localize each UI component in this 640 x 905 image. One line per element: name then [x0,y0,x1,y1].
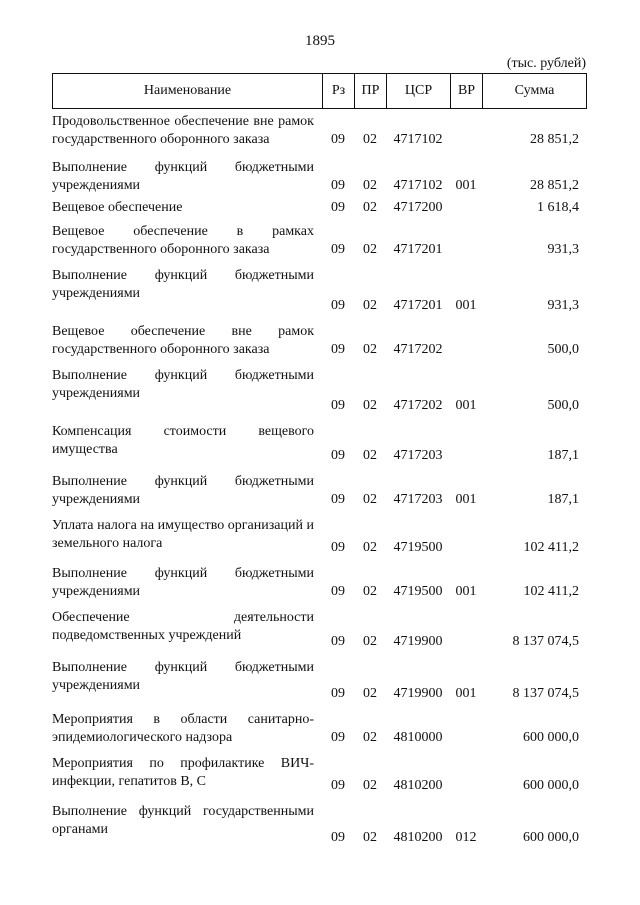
row-sum: 28 851,2 [530,178,579,193]
table-row [52,159,587,195]
header-csr: ЦСР [387,74,451,108]
row-pr: 02 [363,200,377,215]
row-csr: 4719500 [393,540,443,555]
row-rz: 09 [331,686,345,701]
table-row [52,113,587,149]
row-name: Выполнение функций бюджетными учреждениями [52,660,314,693]
row-vr: 001 [455,298,477,313]
row-csr: 4719900 [393,634,443,649]
table-body [52,113,587,855]
row-pr: 02 [363,398,377,413]
row-rz: 09 [331,178,345,193]
row-sum: 187,1 [547,492,579,507]
row-sum: 600 000,0 [523,730,579,745]
row-rz: 09 [331,730,345,745]
header-sum: Сумма [514,83,555,98]
row-vr [450,341,482,359]
row-pr: 02 [363,342,377,357]
row-sum: 600 000,0 [523,778,579,793]
row-pr: 02 [363,492,377,507]
row-sum: 931,3 [547,298,579,313]
row-name: Выполнение функций бюджетными учреждениями [52,368,314,401]
table-row [52,659,587,703]
row-pr: 02 [363,830,377,845]
row-sum: 600 000,0 [523,830,579,845]
table-row [52,199,587,217]
header-name: Наименование [53,74,323,108]
row-rz: 09 [331,398,345,413]
row-vr: 001 [455,686,477,701]
row-pr: 02 [363,448,377,463]
row-csr: 4717201 [393,242,443,257]
row-vr: 012 [455,830,477,845]
row-vr [450,199,482,217]
row-csr: 4719900 [393,686,443,701]
row-csr: 4717202 [393,398,443,413]
row-pr: 02 [363,634,377,649]
table-row [52,711,587,747]
row-sum: 500,0 [547,398,579,413]
row-sum: 1 618,4 [537,200,579,215]
row-vr [450,777,482,795]
units-note: (тыс. рублей) [506,56,586,71]
row-pr: 02 [363,584,377,599]
row-vr [450,241,482,259]
row-pr: 02 [363,540,377,555]
table-row [52,517,587,557]
row-vr: 001 [455,178,477,193]
row-vr [450,633,482,651]
row-rz: 09 [331,448,345,463]
row-name: Выполнение функций бюджетными учреждениями [52,566,314,599]
row-rz: 09 [331,200,345,215]
row-sum: 8 137 074,5 [512,686,579,701]
row-name: Выполнение функций бюджетными учреждениями [52,160,314,193]
row-pr: 02 [363,686,377,701]
table-row [52,609,587,651]
row-csr: 4717102 [393,132,443,147]
row-name: Вещевое обеспечение вне рамок государственного оборонного заказа [52,324,314,357]
row-csr: 4810200 [393,778,443,793]
row-pr: 02 [363,730,377,745]
row-sum: 500,0 [547,342,579,357]
row-sum: 8 137 074,5 [512,634,579,649]
row-pr: 02 [363,178,377,193]
row-sum: 28 851,2 [530,132,579,147]
row-name: Вещевое обеспечение [52,200,183,215]
row-csr: 4810000 [393,730,443,745]
row-name: Выполнение функций бюджетными учреждениями [52,268,314,301]
row-rz: 09 [331,584,345,599]
row-pr: 02 [363,778,377,793]
row-vr: 001 [455,584,477,599]
row-pr: 02 [363,132,377,147]
row-sum: 187,1 [547,448,579,463]
row-csr: 4717202 [393,342,443,357]
row-rz: 09 [331,492,345,507]
row-name: Мероприятия в области санитарно-эпидемиологического надзора [52,712,314,745]
row-pr: 02 [363,242,377,257]
row-vr [450,539,482,557]
header-rz: Рз [323,74,355,108]
row-csr: 4717102 [393,178,443,193]
row-rz: 09 [331,132,345,147]
row-name: Уплата налога на имущество организаций и земельного налога [52,518,314,551]
row-csr: 4717203 [393,492,443,507]
row-rz: 09 [331,540,345,555]
row-rz: 09 [331,298,345,313]
row-csr: 4717203 [393,448,443,463]
row-sum: 102 411,2 [523,584,579,599]
row-csr: 4810200 [393,830,443,845]
header-pr: ПР [355,74,387,108]
row-name: Продовольственное обеспечение вне рамок государственного оборонного заказа [52,114,314,147]
row-sum: 931,3 [547,242,579,257]
row-name: Выполнение функций бюджетными учреждениями [52,474,314,507]
row-vr [450,447,482,465]
table-row [52,803,587,847]
table-row [52,223,587,259]
row-rz: 09 [331,242,345,257]
table-row [52,565,587,601]
row-vr: 001 [455,398,477,413]
row-csr: 4719500 [393,584,443,599]
row-csr: 4717201 [393,298,443,313]
row-sum: 102 411,2 [523,540,579,555]
row-csr: 4717200 [393,200,443,215]
table-row [52,423,587,465]
row-name: Компенсация стоимости вещевого имущества [52,424,314,457]
row-rz: 09 [331,634,345,649]
table-row [52,323,587,359]
row-pr: 02 [363,298,377,313]
table-row [52,367,587,415]
table-row [52,473,587,509]
row-vr [450,131,482,149]
row-vr [450,729,482,747]
row-rz: 09 [331,342,345,357]
row-name: Обеспечение деятельности подведомственных учреждений [52,610,314,643]
table-row [52,267,587,315]
table-header [52,73,587,109]
row-name: Мероприятия по профилактике ВИЧ-инфекции, гепатитов В, С [52,756,314,789]
table-row [52,755,587,795]
row-rz: 09 [331,778,345,793]
page-number: 1895 [305,33,335,49]
row-name: Вещевое обеспечение в рамках государственного оборонного заказа [52,224,314,257]
row-rz: 09 [331,830,345,845]
row-name: Выполнение функций государственными органами [52,804,314,837]
header-vr: ВР [451,74,483,108]
row-vr: 001 [455,492,477,507]
